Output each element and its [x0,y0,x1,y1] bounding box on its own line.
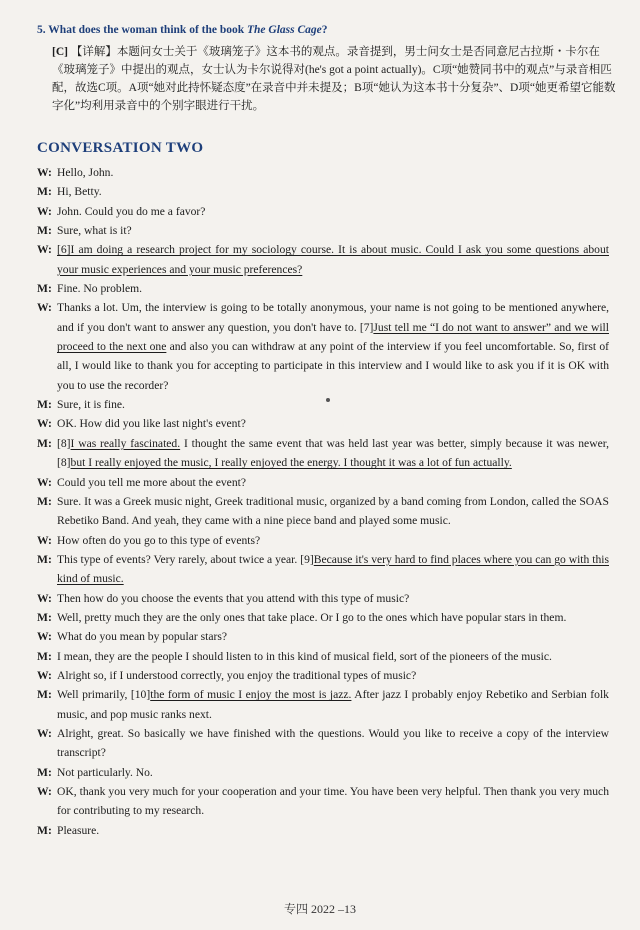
speaker-line [57,414,609,433]
underlined-answer-text: Because it's very hard to find places where you can go with this kind of music. [57,552,609,586]
speaker-line [57,589,609,608]
underlined-answer-text: I was really fascinated. [70,436,181,450]
speaker-label: W: [37,417,52,431]
speaker-line [57,240,609,279]
line-text: This type of events? Very rarely, about twice a year. [9] [57,552,314,566]
speaker-line [57,531,609,550]
dialogue-turn [37,395,609,414]
line-text: [8] [57,436,71,450]
speaker-line [57,821,609,840]
speaker-line [57,782,609,821]
underlined-answer-text: the form of music I enjoy the most is jazz. [150,688,352,702]
dialogue-turn [37,163,609,182]
line-text: Sure, what is it? [57,224,132,238]
book-title: The Glass Cage [247,24,322,36]
speaker-label: W: [37,475,52,489]
dialogue-turn [37,182,609,201]
speaker-line [57,434,609,473]
dialogue-turn [37,492,609,531]
underlined-answer-text: but I really enjoyed the music, I really enjoyed the energy. I thought it was a lot of fun actually. [70,456,512,470]
dialogue [37,163,609,840]
line-text: Well, pretty much they are the only ones that take place. Or I go to the ones which have popular stars in them. [57,610,567,624]
speaker-line [57,627,609,646]
line-text: Fine. No problem. [57,282,143,296]
speaker-label: W: [37,301,52,315]
speaker-line [57,395,609,414]
answer-explanation [52,43,617,115]
dialogue-turn [37,627,609,646]
speaker-line [57,550,609,589]
underlined-answer-text: [6]I am doing a research project for my sociology course. It is about music. Could I ask you some questions about your music experiences and your music preferences? [57,243,609,276]
speaker-line [57,221,609,240]
speaker-line [57,163,609,182]
line-text: OK. How did you like last night's event? [57,417,246,431]
speaker-line [57,182,609,201]
speaker-line [57,647,609,666]
line-text: Alright so, if I understood correctly, you enjoy the traditional types of music? [57,668,417,682]
line-text: Pleasure. [57,823,100,837]
speaker-label: W: [37,785,52,798]
speaker-label: M: [37,823,52,837]
line-text: What do you mean by popular stars? [57,630,227,644]
dialogue-turn [37,666,609,685]
speaker-label: M: [37,610,52,624]
speaker-line [57,492,609,531]
line-text: Could you tell me more about the event? [57,475,246,489]
line-text: John. Could you do me a favor? [57,204,206,218]
line-text: Thanks a lot. Um, the interview is going to be totally anonymous, your name is not going to be mentioned anywhere, and if you don't want to answer any question, you don't have to. [7] [57,301,609,334]
line-text: Then how do you choose the events that you attend with this type of music? [57,591,410,605]
speaker-label: W: [37,204,52,218]
speaker-label: W: [37,726,52,740]
speaker-line [57,608,609,627]
dialogue-turn [37,589,609,608]
speaker-line [57,763,609,782]
speaker-label: W: [37,166,52,179]
dialogue-turn [37,608,609,627]
dialogue-turn [37,279,609,298]
line-text: I thought the same event that was held last year was better, simply because it was newer, [8] [57,436,610,470]
dialogue-turn [37,724,609,763]
line-text: OK, thank you very much for your cooperation and your time. You have been very helpful. Then thank you very much for contributing to my research. [57,785,609,818]
dialogue-turn [37,782,609,821]
speaker-label: M: [37,436,52,450]
speaker-label: M: [37,494,52,508]
speaker-line [57,724,609,763]
line-text: How often do you go to this type of events? [57,533,261,547]
speaker-label: W: [37,630,52,644]
speaker-line [57,279,609,298]
dialogue-turn [37,550,609,589]
speaker-label: W: [37,668,52,682]
dialogue-turn [37,414,609,433]
scan-dot [326,398,330,402]
speaker-label: W: [37,591,52,605]
speaker-label: M: [37,649,52,663]
answer-tag: [C] [52,46,68,58]
line-text: Hello, John. [57,166,114,179]
speaker-label: M: [37,224,52,238]
dialogue-turn [37,240,609,279]
speaker-label: M: [37,398,52,412]
line-text: Well primarily, [10] [57,688,151,702]
line-text: Alright, great. So basically we have finished with the questions. Would you like to receive a copy of the interview transcript? [57,726,609,760]
line-text: Not particularly. No. [57,765,153,779]
speaker-label: W: [37,533,52,547]
dialogue-turn [37,434,609,473]
speaker-line [57,473,609,492]
line-text: I mean, they are the people I should listen to in this kind of musical field, sort of the pioneers of the music. [57,649,552,663]
speaker-label: M: [37,765,52,779]
line-text: and also you can withdraw at any point of the interview if you feel uncomfortable. So, first of all, I would like to thank you for accepting to participate in this interview and I would like to ask you if it is OK with you to use the recorder? [57,340,609,392]
dialogue-turn [37,298,609,395]
line-text: After jazz I probably enjoy Rebetiko and Serbian folk music, and pop music ranks next. [57,688,609,721]
explanation-text: 【详解】本题问女士关于《玻璃笼子》这本书的观点。录音提到，男士问女士是否同意尼古拉斯・卡尔在《玻璃笼子》中提出的观点，女士认为卡尔说得对(he's got a point actually)。C项“她赞同书中的观点”与录音相匹配，故选C项。A项“她对此持怀疑态度”在录音中并未提及；B项“她认为这本书十分复杂”、D项“她更希望它能数字化”均利用录音中的个别字眼进行干扰。 [52,46,616,112]
section-title: CONVERSATION TWO [37,140,204,156]
dialogue-turn [37,202,609,221]
speaker-label: M: [37,185,52,199]
dialogue-turn [37,685,609,724]
speaker-label: M: [37,552,52,566]
speaker-label: M: [37,282,52,296]
speaker-line [57,202,609,221]
dialogue-turn [37,531,609,550]
dialogue-turn [37,221,609,240]
dialogue-turn [37,473,609,492]
dialogue-turn [37,647,609,666]
speaker-line [57,298,609,395]
question-title: 5. What does the woman think of the book The Glass Cage? [37,24,328,36]
speaker-label: M: [37,688,52,702]
line-text: Hi, Betty. [57,185,102,199]
underlined-answer-text: Just tell me “I do not want to answer” and we will proceed to the next one [57,320,609,354]
line-text: Sure, it is fine. [57,398,125,412]
speaker-line [57,666,609,685]
speaker-line [57,685,609,724]
question-5 [37,24,617,115]
speaker-label: W: [37,243,52,257]
line-text: Sure. It was a Greek music night, Greek traditional music, organized by a band coming from London, called the SOAS Rebetiko Band. And yeah, they came with a nine piece band and played some music. [57,494,609,528]
dialogue-turn [37,763,609,782]
page-footer: 专四 2022 –13 [283,902,356,916]
dialogue-turn [37,821,609,840]
